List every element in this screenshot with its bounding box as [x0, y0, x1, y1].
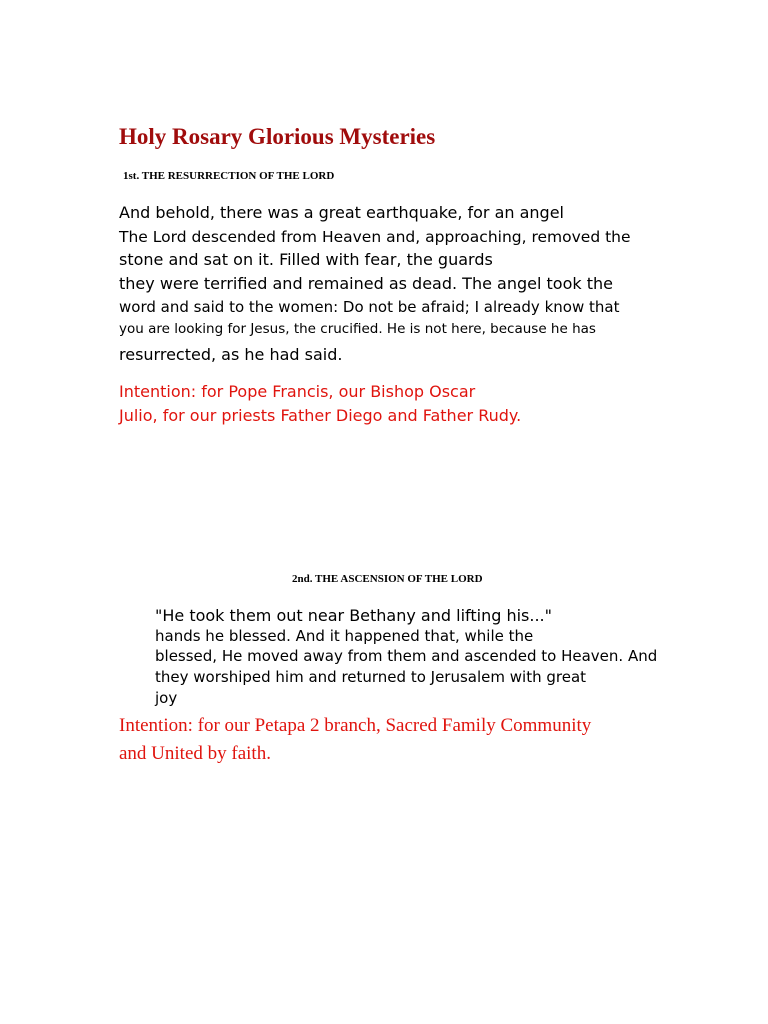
- mystery-1-text-line: The Lord descended from Heaven and, approaching, removed the: [119, 228, 631, 246]
- mystery-2-intention-line: and United by faith.: [119, 743, 271, 764]
- mystery-1-text-line: And behold, there was a great earthquake, for an angel: [119, 203, 564, 222]
- mystery-1-text-line: you are looking for Jesus, the crucified. He is not here, because he has: [119, 321, 596, 337]
- mystery-2-intention-line: Intention: for our Petapa 2 branch, Sacred Family Community: [119, 715, 592, 736]
- mystery-1-intention-line: Intention: for Pope Francis, our Bishop Oscar: [119, 382, 476, 401]
- mystery-1-heading: 1st. THE RESURRECTION OF THE LORD: [123, 170, 335, 182]
- mystery-2-heading: 2nd. THE ASCENSION OF THE LORD: [292, 573, 483, 585]
- mystery-1-intention-line: Julio, for our priests Father Diego and Father Rudy.: [119, 406, 522, 425]
- mystery-2-text-line: they worshiped him and returned to Jerusalem with great: [155, 668, 587, 686]
- mystery-2-text-line: hands he blessed. And it happened that, while the: [155, 627, 534, 645]
- mystery-1-text-line: word and said to the women: Do not be afraid; I already know that: [119, 298, 620, 316]
- mystery-2-text-line: "He took them out near Bethany and lifting his...": [155, 606, 552, 625]
- mystery-2-text-line: joy: [155, 689, 178, 707]
- mystery-1-text-line: resurrected, as he had said.: [119, 345, 343, 364]
- mystery-1-text-line: stone and sat on it. Filled with fear, the guards: [119, 250, 493, 269]
- mystery-2-text-line: blessed, He moved away from them and ascended to Heaven. And: [155, 647, 658, 665]
- mystery-1-text-line: they were terrified and remained as dead. The angel took the: [119, 274, 613, 293]
- document-title: Holy Rosary Glorious Mysteries: [119, 124, 436, 149]
